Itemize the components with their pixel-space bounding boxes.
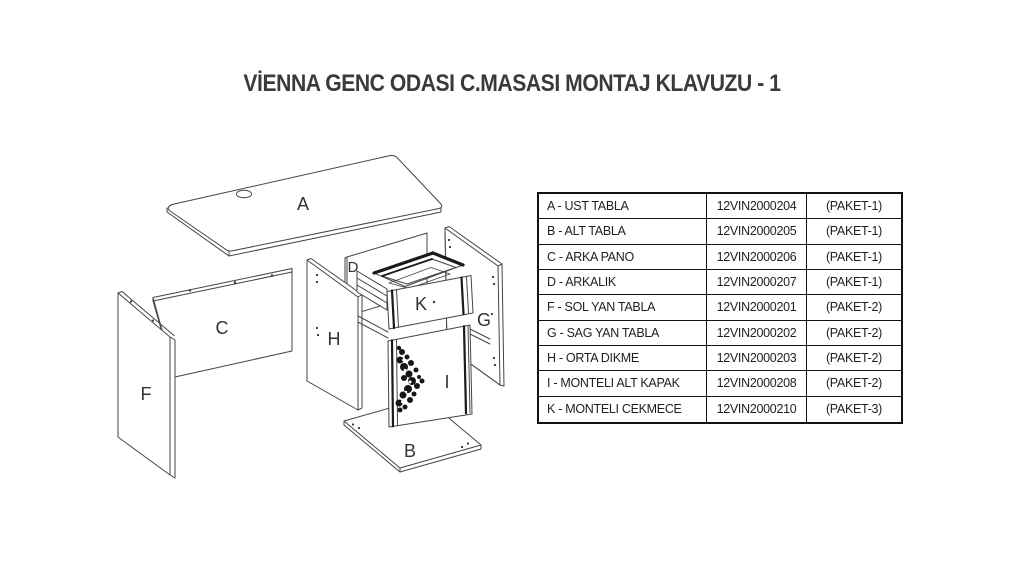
- part-code-cell: 12VIN2000201: [707, 295, 807, 320]
- part-code-cell: 12VIN2000203: [707, 346, 807, 371]
- part-name-cell: C - ARKA PANO: [539, 245, 707, 270]
- part-label-k: K: [414, 294, 428, 314]
- part-package-cell: (PAKET-1): [807, 194, 901, 219]
- part-name-cell: A - UST TABLA: [539, 194, 707, 219]
- part-name-cell: G - SAG YAN TABLA: [539, 321, 707, 346]
- part-label-h: H: [327, 329, 341, 349]
- part-name-cell: I - MONTELI ALT KAPAK: [539, 371, 707, 396]
- part-name-cell: H - ORTA DIKME: [539, 346, 707, 371]
- part-label-c: C: [215, 318, 229, 338]
- part-code-cell: 12VIN2000210: [707, 397, 807, 422]
- part-code-cell: 12VIN2000208: [707, 371, 807, 396]
- part-name-cell: F - SOL YAN TABLA: [539, 295, 707, 320]
- part-label-a: A: [296, 194, 310, 214]
- part-label-g: G: [476, 310, 492, 330]
- part-code-cell: 12VIN2000206: [707, 245, 807, 270]
- part-label-i: I: [444, 372, 450, 392]
- part-package-cell: (PAKET-2): [807, 371, 901, 396]
- page-title: VİENNA GENC ODASI C.MASASI MONTAJ KLAVUZU - 1: [243, 70, 781, 97]
- part-name-cell: D - ARKALIK: [539, 270, 707, 295]
- part-package-cell: (PAKET-2): [807, 346, 901, 371]
- part-code-cell: 12VIN2000202: [707, 321, 807, 346]
- part-code-cell: 12VIN2000205: [707, 219, 807, 244]
- part-code-cell: 12VIN2000207: [707, 270, 807, 295]
- part-name-cell: B - ALT TABLA: [539, 219, 707, 244]
- part-package-cell: (PAKET-3): [825, 402, 883, 417]
- part-package-cell: (PAKET-2): [807, 295, 901, 320]
- part-package-cell: (PAKET-1): [807, 245, 901, 270]
- part-code-cell: 12VIN2000204: [707, 194, 807, 219]
- part-label-f: F: [140, 384, 152, 404]
- part-package-cell: (PAKET-1): [807, 270, 901, 295]
- parts-table: [537, 192, 903, 424]
- part-label-d: D: [347, 259, 359, 276]
- part-label-b: B: [403, 441, 417, 461]
- part-i-door: [388, 325, 472, 427]
- part-package-cell: (PAKET-1): [807, 219, 901, 244]
- part-package-cell: (PAKET-2): [807, 321, 901, 346]
- part-name-cell: K - MONTELI CEKMECE: [539, 397, 707, 422]
